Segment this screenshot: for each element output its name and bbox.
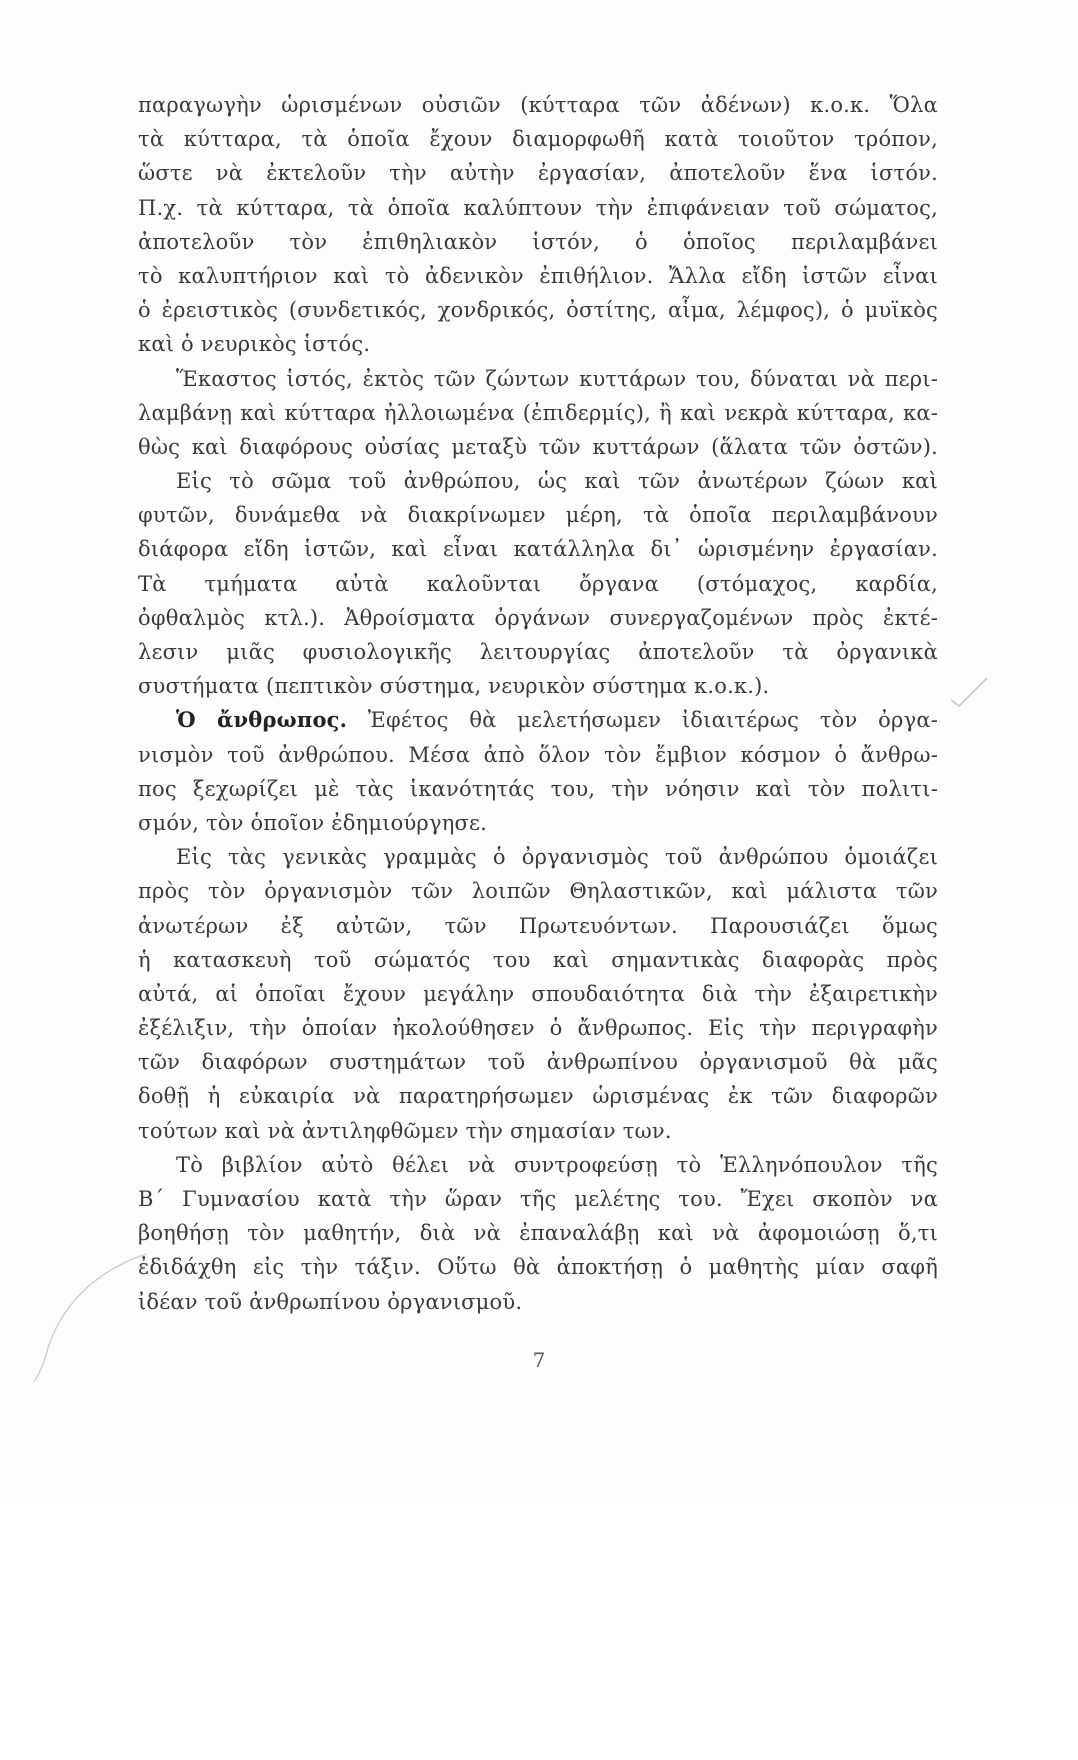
text-line bbox=[138, 1011, 938, 1045]
text-line bbox=[138, 464, 938, 498]
text-line bbox=[138, 88, 938, 122]
line-text: Ἐφέτος θὰ μελετήσωμεν ἰδιαιτέρως τὸν ὀργα- bbox=[367, 708, 938, 733]
line-text: ὥστε νὰ ἐκτελοῦν τὴν αὐτὴν ἐργασίαν, ἀποτελοῦν ἕνα ἱστόν. bbox=[138, 161, 938, 186]
text-line bbox=[138, 156, 938, 190]
line-text: ἡ κατασκευὴ τοῦ σώματός του καὶ σημαντικὰς διαφορὰς πρὸς bbox=[138, 947, 938, 972]
line-text: ἰδέαν τοῦ ἀνθρωπίνου ὀργανισμοῦ. bbox=[138, 1289, 523, 1314]
text-line bbox=[138, 669, 938, 703]
text-line bbox=[138, 1182, 938, 1216]
section-heading: Ὁ ἄνθρωπος. bbox=[176, 707, 348, 733]
text-line bbox=[138, 498, 938, 532]
text-line bbox=[138, 977, 938, 1011]
line-text: ἀποτελοῦν τὸν ἐπιθηλιακὸν ἱστόν, ὁ ὁποῖος περιλαμβάνει bbox=[138, 229, 938, 254]
text-line bbox=[138, 259, 938, 293]
text-line bbox=[138, 293, 938, 327]
pencil-margin-stroke bbox=[20, 1560, 160, 1760]
text-line bbox=[138, 874, 938, 908]
text-line bbox=[138, 430, 938, 464]
text-line bbox=[138, 909, 938, 943]
page-number: 7 bbox=[532, 1348, 546, 1372]
line-text: Ἕκαστος ἱστός, ἐκτὸς τῶν ζώντων κυττάρων του, δύναται νὰ περι- bbox=[176, 366, 938, 391]
text-line bbox=[138, 1285, 938, 1319]
text-line bbox=[138, 772, 938, 806]
text-line bbox=[138, 1079, 938, 1113]
line-text: ἀνωτέρων ἐξ αὐτῶν, τῶν Πρωτευόντων. Παρουσιάζει ὅμως bbox=[138, 913, 938, 938]
text-line bbox=[138, 1216, 938, 1250]
text-line bbox=[138, 1148, 938, 1182]
line-text: συστήματα (πεπτικὸν σύστημα, νευρικὸν σύστημα κ.ο.κ.). bbox=[138, 674, 770, 699]
line-text: πρὸς τὸν ὀργανισμὸν τῶν λοιπῶν Θηλαστικῶν, καὶ μάλιστα τῶν bbox=[138, 879, 938, 904]
text-line bbox=[138, 1045, 938, 1079]
line-text: Εἰς τὸ σῶμα τοῦ ἀνθρώπου, ὡς καὶ τῶν ἀνωτέρων ζώων καὶ bbox=[176, 469, 938, 494]
line-text: πος ξεχωρίζει μὲ τὰς ἱκανότητάς του, τὴν νόησιν καὶ τὸν πολιτι- bbox=[138, 776, 938, 801]
text-line bbox=[138, 327, 938, 361]
line-text: Τὰ τμήματα αὐτὰ καλοῦνται ὄργανα (στόμαχος, καρδία, bbox=[138, 571, 938, 596]
line-text: αὐτά, αἱ ὁποῖαι ἔχουν μεγάλην σπουδαιότητα διὰ τὴν ἐξαιρετικὴν bbox=[138, 981, 938, 1006]
line-text: τὰ κύτταρα, τὰ ὁποῖα ἔχουν διαμορφωθῆ κατὰ τοιοῦτον τρόπον, bbox=[138, 127, 938, 152]
text-line bbox=[138, 840, 938, 874]
line-text: καὶ ὁ νευρικὸς ἱστός. bbox=[138, 332, 371, 357]
text-line bbox=[138, 1114, 938, 1148]
line-text: Β΄ Γυμνασίου κατὰ τὴν ὥραν τῆς μελέτης του. Ἔχει σκοπὸν να bbox=[138, 1187, 938, 1211]
line-text: ὀφθαλμὸς κτλ.). Ἀθροίσματα ὀργάνων συνεργαζομένων πρὸς ἐκτέ- bbox=[138, 605, 938, 630]
text-line bbox=[138, 635, 938, 669]
text-line bbox=[138, 362, 938, 396]
line-text: δοθῇ ἡ εὐκαιρία νὰ παρατηρήσωμεν ὡρισμένας ἐκ τῶν διαφορῶν bbox=[138, 1084, 938, 1109]
text-line bbox=[138, 532, 938, 566]
text-line bbox=[138, 806, 938, 840]
line-text: νισμὸν τοῦ ἀνθρώπου. Μέσα ἀπὸ ὅλον τὸν ἔμβιον κόσμον ὁ ἄνθρω- bbox=[138, 742, 938, 767]
pencil-check-mark bbox=[945, 672, 995, 712]
line-text: τῶν διαφόρων συστημάτων τοῦ ἀνθρωπίνου ὀργανισμοῦ θὰ μᾶς bbox=[138, 1050, 938, 1075]
line-text: βοηθήσῃ τὸν μαθητήν, διὰ νὰ ἐπαναλάβῃ καὶ νὰ ἀφομοιώσῃ ὅ,τι bbox=[138, 1221, 938, 1246]
line-text: φυτῶν, δυνάμεθα νὰ διακρίνωμεν μέρη, τὰ ὁποῖα περιλαμβάνουν bbox=[138, 503, 938, 528]
line-text: τούτων καὶ νὰ ἀντιληφθῶμεν τὴν σημασίαν των. bbox=[138, 1118, 672, 1143]
text-line bbox=[138, 396, 938, 430]
line-text: ἐδιδάχθη εἰς τὴν τάξιν. Οὕτω θὰ ἀποκτήσῃ ὁ μαθητὴς μίαν σαφῆ bbox=[138, 1255, 938, 1280]
line-text: Τὸ βιβλίον αὐτὸ θέλει νὰ συντροφεύσῃ τὸ Ἑλληνόπουλον τῆς bbox=[176, 1152, 938, 1177]
line-text: ὁ ἐρειστικὸς (συνδετικός, χονδρικός, ὀστίτης, αἷμα, λέμφος), ὁ μυϊκὸς bbox=[138, 298, 938, 323]
text-line bbox=[138, 601, 938, 635]
line-text: Π.χ. τὰ κύτταρα, τὰ ὁποῖα καλύπτουν τὴν ἐπιφάνειαν τοῦ σώματος, bbox=[138, 195, 938, 220]
line-text: τὸ καλυπτήριον καὶ τὸ ἀδενικὸν ἐπιθήλιον. Ἄλλα εἴδη ἱστῶν εἶναι bbox=[138, 263, 938, 288]
line-text: παραγωγὴν ὡρισμένων οὐσιῶν (κύτταρα τῶν ἀδένων) κ.ο.κ. Ὅλα bbox=[138, 93, 938, 117]
line-text: θὼς καὶ διαφόρους οὐσίας μεταξὺ τῶν κυττάρων (ἅλατα τῶν ὀστῶν). bbox=[138, 434, 938, 459]
line-text: σμόν, τὸν ὁποῖον ἐδημιούργησε. bbox=[138, 810, 488, 835]
text-line bbox=[138, 191, 938, 225]
text-line bbox=[138, 943, 938, 977]
line-text: Εἰς τὰς γενικὰς γραμμὰς ὁ ὀργανισμὸς τοῦ ἀνθρώπου ὁμοιάζει bbox=[176, 845, 938, 870]
text-line bbox=[138, 225, 938, 259]
line-text: ἐξέλιξιν, τὴν ὁποίαν ἠκολούθησεν ὁ ἄνθρωπος. Εἰς τὴν περιγραφὴν bbox=[138, 1016, 938, 1041]
line-text: λεσιν μιᾶς φυσιολογικῆς λειτουργίας ἀποτελοῦν τὰ ὀργανικὰ bbox=[138, 640, 938, 664]
text-line bbox=[138, 738, 938, 772]
text-line bbox=[138, 703, 938, 737]
line-text: λαμβάνῃ καὶ κύτταρα ἠλλοιωμένα (ἐπιδερμίς), ἢ καὶ νεκρὰ κύτταρα, κα- bbox=[138, 400, 938, 425]
text-line bbox=[138, 122, 938, 156]
line-text: διάφορα εἴδη ἱστῶν, καὶ εἶναι κατάλληλα δι᾿ ὡρισμένην ἐργασίαν. bbox=[138, 537, 938, 562]
body-text bbox=[138, 88, 938, 1319]
text-line bbox=[138, 1250, 938, 1284]
text-line bbox=[138, 567, 938, 601]
